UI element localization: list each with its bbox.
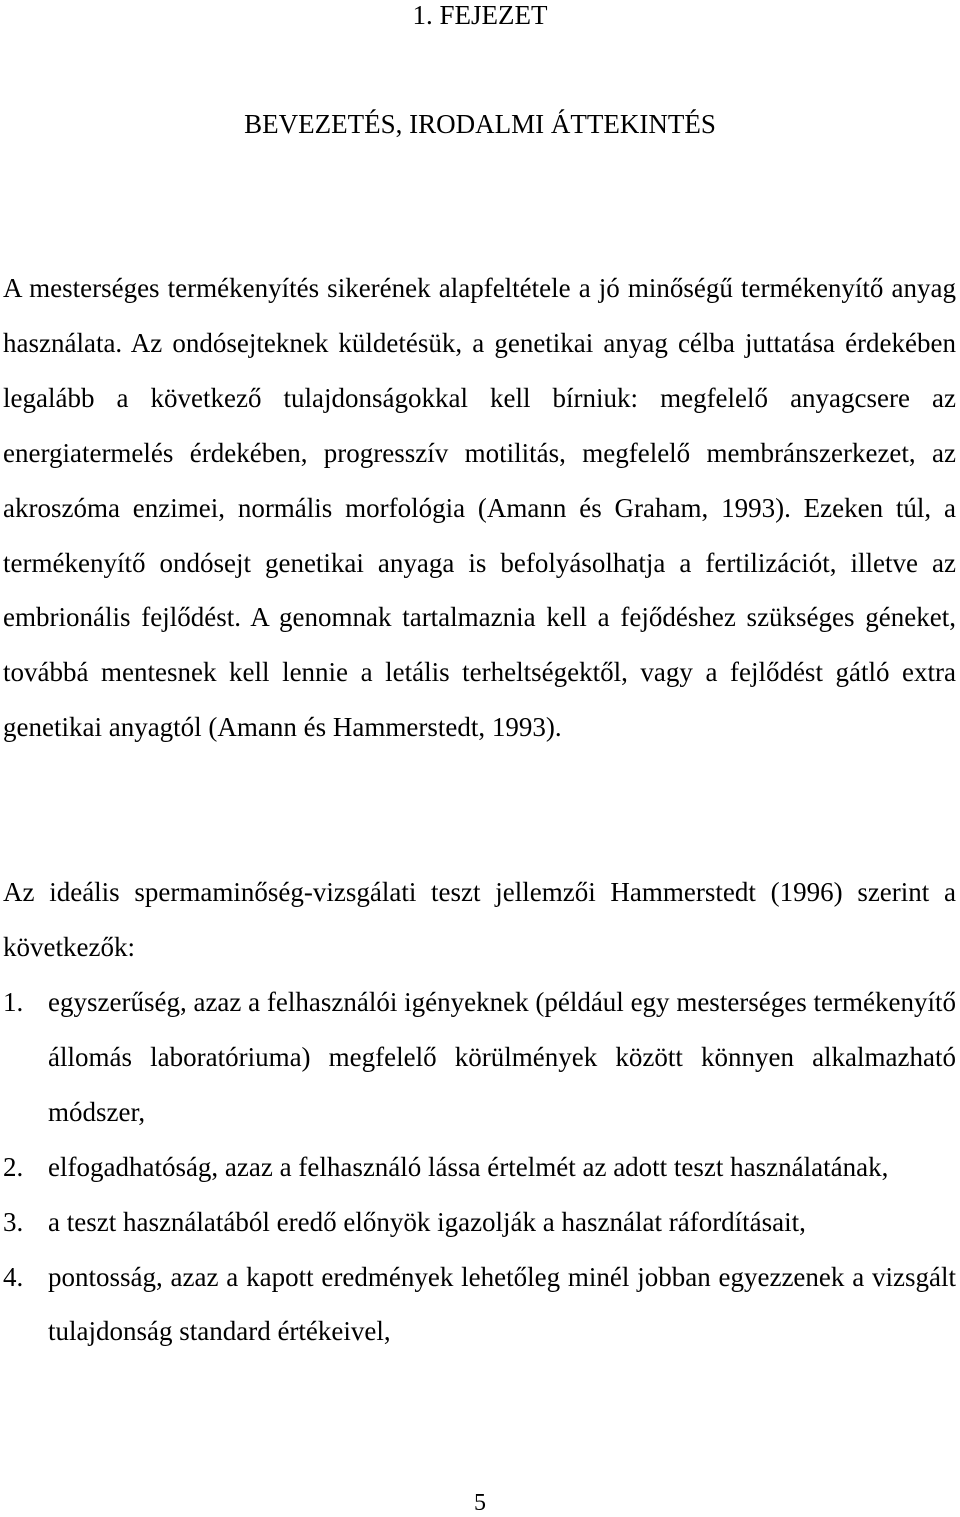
list-item — [3, 1250, 956, 1360]
page-number: 5 — [474, 1490, 486, 1516]
chapter-label: 1. FEJEZET — [412, 0, 548, 30]
criteria-list — [3, 975, 956, 1359]
list-item-number: 2. — [3, 1151, 24, 1182]
paragraph-intro: A mesterséges termékenyítés sikerének alapfeltétele a jó minőségű termékenyítő anyag használata. Az ondósejteknek küldetésük, a genetikai anyag célba juttatása érdekében legalább a következő tulajdonságokkal kell bírniuk: megfelelő anyagcsere az energiatermelés érdekében, progresszív motilitás, megfelelő membránszerkezet, az akroszóma enzimei, normális morfológia (Amann és Graham, 1993). Ezeken túl, a termékenyítő ondósejt genetikai anyaga is befolyásolhatja a fertilizációt, illetve az embrionális fejlődést. A genomnak tartalmaznia kell a fejődéshez szükséges géneket, továbbá mentesnek kell lennie a letális terheltségektől, vagy a fejlődést gátló extra genetikai anyagtól (Amann és Hammerstedt, 1993). — [3, 273, 956, 743]
list-item-number: 4. — [3, 1261, 24, 1292]
list-item-text: egyszerűség, azaz a felhasználói igényeknek (például egy mesterséges termékenyítő állomás laboratóriuma) megfelelő körülmények között könnyen alkalmazható módszer, — [48, 987, 956, 1127]
list-item-text: pontosság, azaz a kapott eredmények lehetőleg minél jobban egyezzenek a vizsgált tulajdonság standard értékeivel, — [48, 1261, 956, 1347]
list-item — [3, 975, 956, 1140]
list-item-text: a teszt használatából eredő előnyök igazolják a használat ráfordításait, — [48, 1206, 806, 1237]
list-item — [3, 1195, 956, 1250]
list-item-number: 1. — [3, 987, 24, 1017]
list-item-number: 3. — [3, 1206, 24, 1237]
list-item-text: elfogadhatóság, azaz a felhasználó lássa értelmét az adott teszt használatának, — [48, 1151, 889, 1182]
chapter-title: BEVEZETÉS, IRODALMI ÁTTEKINTÉS — [244, 109, 716, 139]
paragraph-test-criteria: Az ideális spermaminőség-vizsgálati teszt jellemzői Hammerstedt (1996) szerint a következők: — [3, 877, 956, 962]
list-item — [3, 1140, 956, 1195]
